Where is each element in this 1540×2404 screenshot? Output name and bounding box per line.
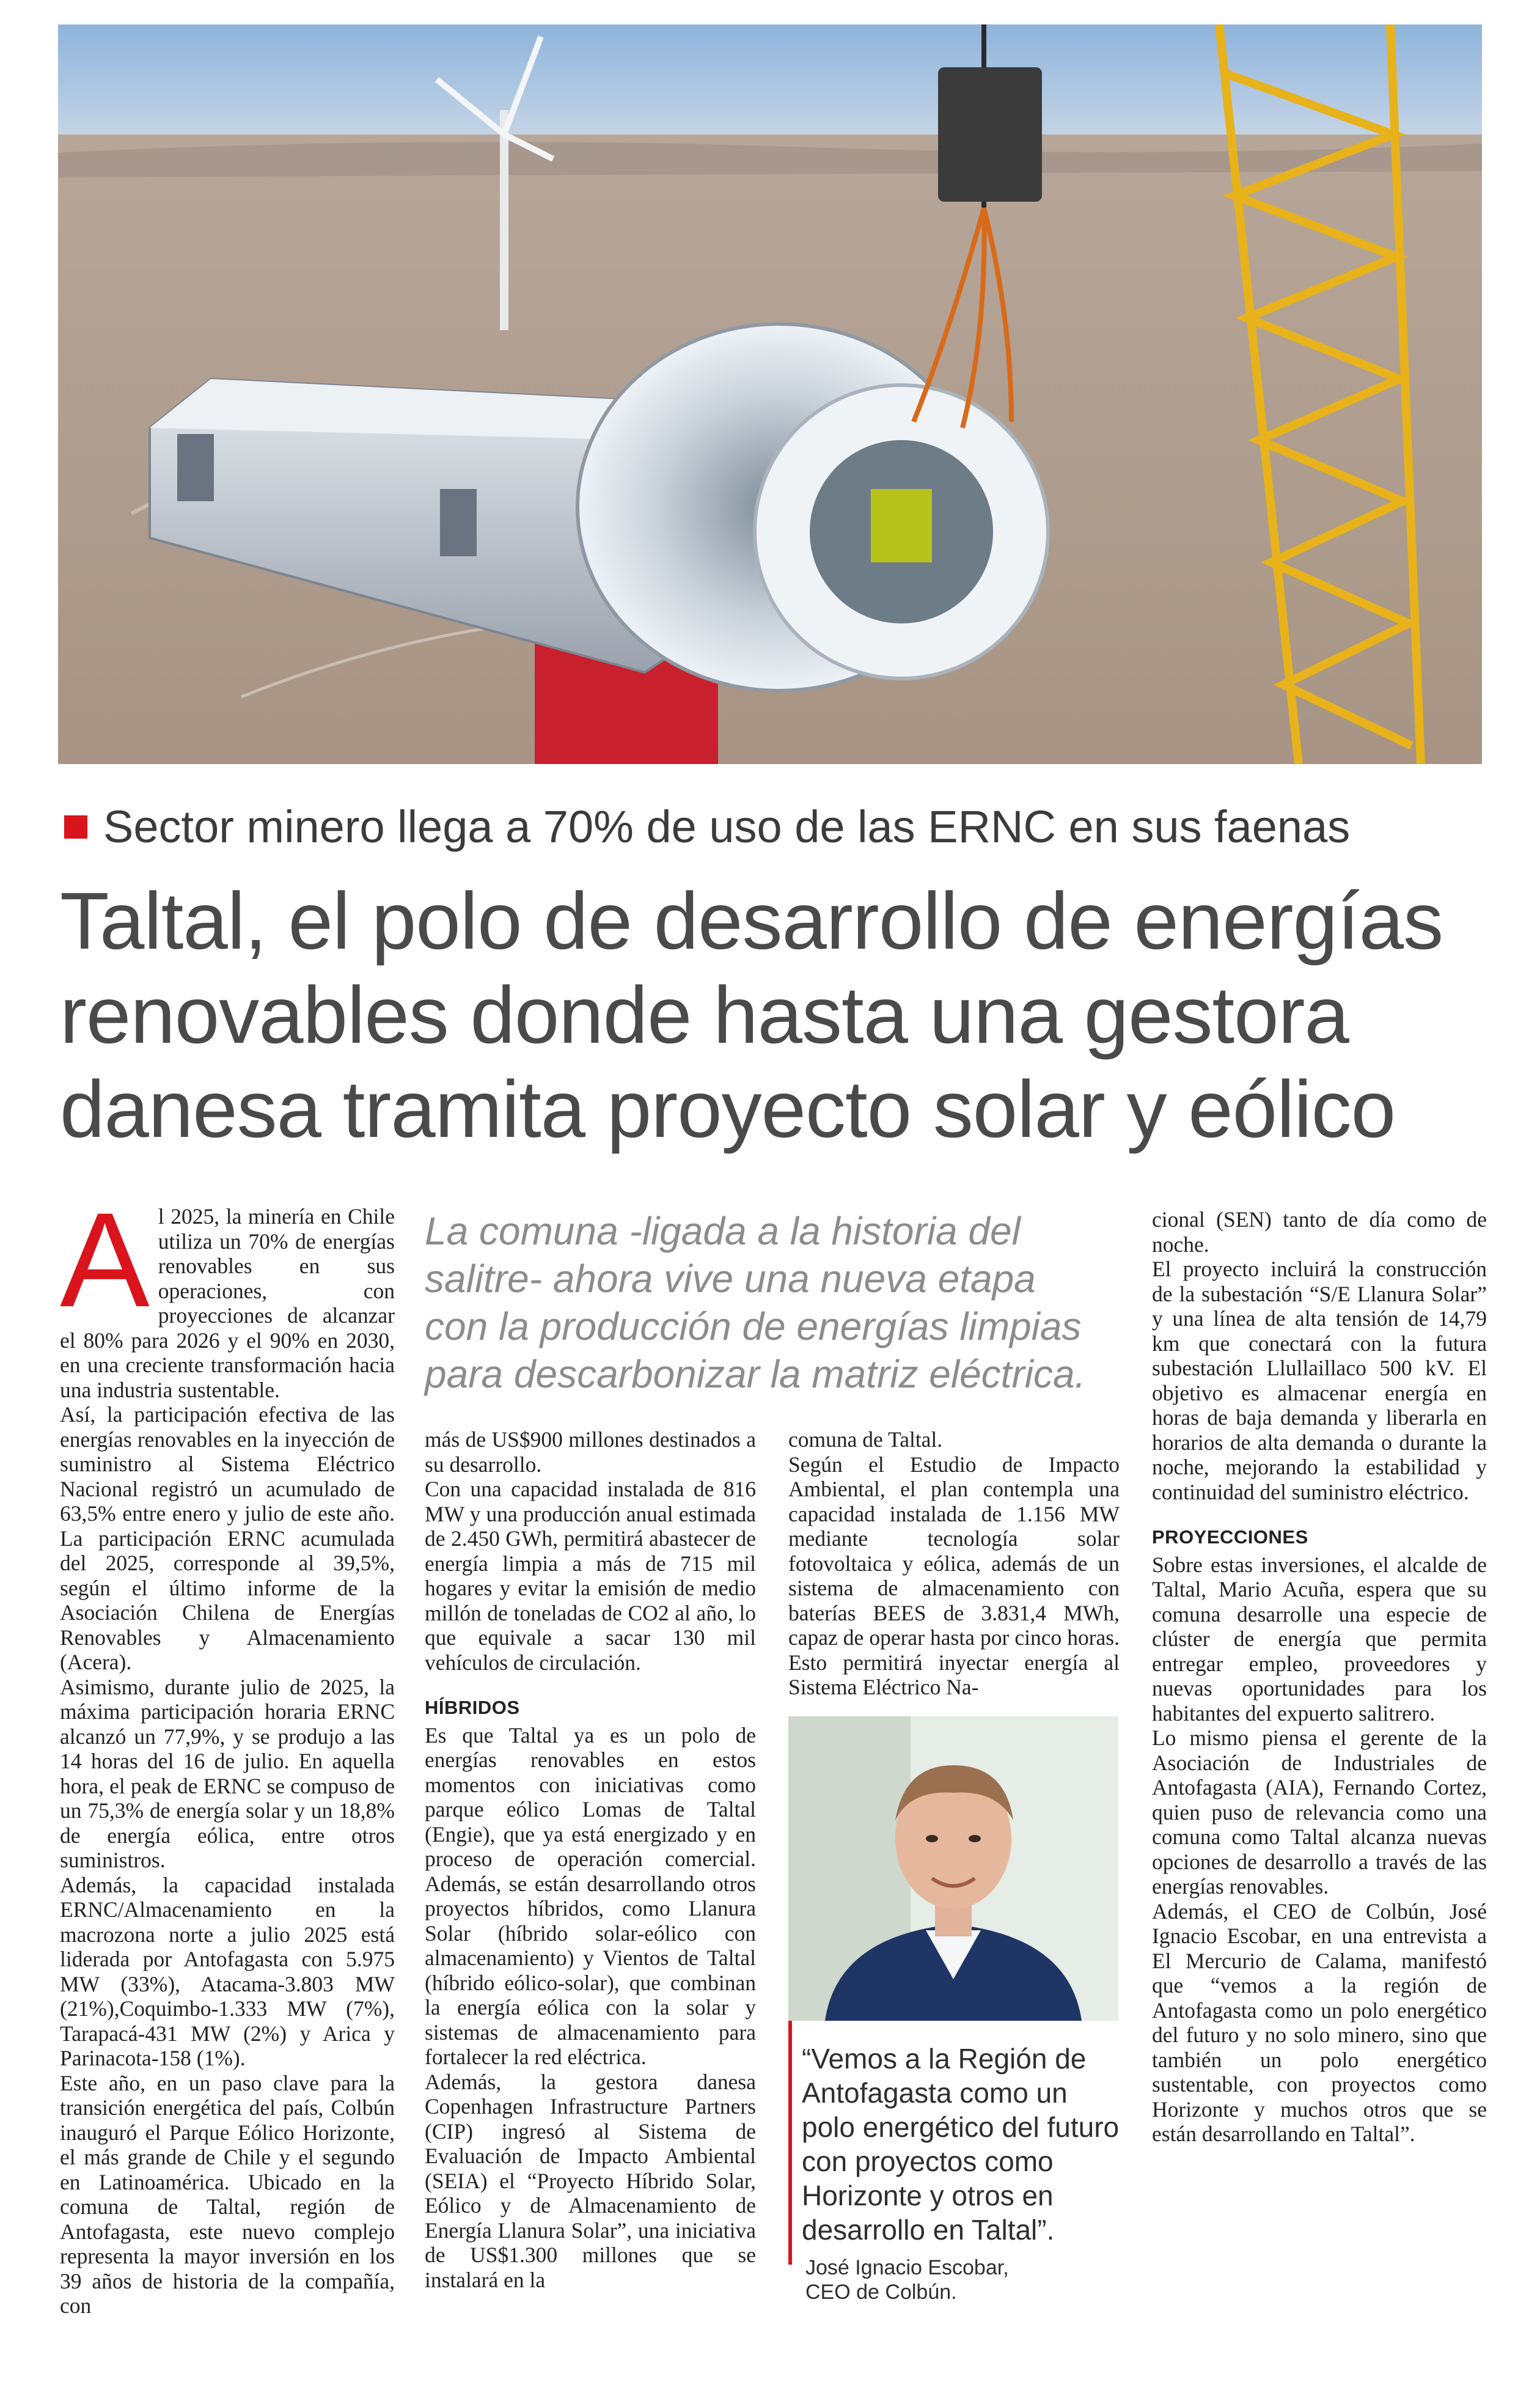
quote-role: CEO de Colbún. xyxy=(805,2281,957,2304)
paragraph: Este año, en un paso clave para la transición energética del país, Colbún inauguró el Parque Eólico Horizonte, el más grande de Chile y el segundo en Latinoamérica. Ubicado en la comuna de Taltal, región de Antofagasta, este nuevo complejo representa la mayor inversión en los 39 años de historia de la compañía, con xyxy=(60,2070,395,2318)
headline-line: renovables donde hasta una gestora xyxy=(60,970,1349,1060)
article-standfirst xyxy=(425,1207,1124,1398)
article-kicker xyxy=(64,798,1470,856)
kicker-text: Sector minero llega a 70% de uso de las ERNC en sus faenas xyxy=(103,801,1351,852)
portrait-illustration xyxy=(788,1716,1118,2021)
paragraph: Lo mismo piensa el gerente de la Asociación de Industriales de Antofagasta (AIA), Fernando Cortez, quien puso de relevancia como una comuna como Taltal alcanza nuevas opciones de desarrollo a través de las energías renovables. xyxy=(1152,1726,1487,1899)
quote-line: polo energético del futuro xyxy=(802,2111,1120,2143)
quote-credit xyxy=(805,2255,1117,2304)
paragraph: más de US$900 millones destinados a su desarrollo. xyxy=(425,1427,756,1477)
headline-line: danesa tramita proyecto solar y eólico xyxy=(60,1064,1396,1154)
article-column-1 xyxy=(60,1185,395,2318)
quote-line: “Vemos a la Región de xyxy=(802,2043,1087,2075)
paragraph: Así, la participación efectiva de las energías renovables en la inyección de suministro al Sistema Eléctrico Nacional registró un acumulado de 63,5% entre enero y julio de este año. La participación ERNC acumulada del 2025, corresponde al 39,5%, según el último informe de la Asociación Chilena de Energías Renovables y Almacenamiento (Acera). xyxy=(60,1402,395,1674)
paragraph: Asimismo, durante julio de 2025, la máxima participación horaria ERNC alcanzó un 77,9%, y se produjo a las 14 horas del 16 de julio. En aquella hora, el peak de ERNC se compuso de un 75,3% de energía solar y un 18,8% de energía eólica, entre otros suministros. xyxy=(60,1674,395,1872)
paragraph: Además, el CEO de Colbún, José Ignacio Escobar, en una entrevista a El Mercurio de Calama, manifestó que “vemos a la región de Antofagasta como un polo energético del futuro y no solo minero, sino que también un polo energético sustentable, con proyectos como Horizonte y muchos otros que se están desarrollando en Taltal”. xyxy=(1152,1899,1487,2146)
article-column-3 xyxy=(788,1427,1120,1700)
article-column-2 xyxy=(425,1427,756,2292)
turbine-photo-illustration xyxy=(58,24,1482,764)
standfirst-line: salitre- ahora vive una nueva etapa xyxy=(425,1257,1036,1301)
standfirst-line: con la producción de energías limpias xyxy=(425,1304,1082,1348)
paragraph: Además, la gestora danesa Copenhagen Infrastructure Partners (CIP) ingresó al Sistema de Evaluación de Impacto Ambiental (SEIA) el “Proyecto Híbrido Solar, Eólico y de Almacenamiento de Energía Llanura Solar”, una iniciativa de US$1.300 millones que se instalará en la xyxy=(425,2069,756,2292)
standfirst-line: para descarbonizar la matriz eléctrica. xyxy=(425,1352,1086,1396)
paragraph: Con una capacidad instalada de 816 MW y una producción anual estimada de 2.450 GWh, permitirá abastecer de energía limpia a más de 715 mil hogares y evitar la emisión de medio millón de toneladas de CO2 al año, lo que equivale a sacar 130 mil vehículos de circulación. xyxy=(425,1477,756,1675)
subhead-proyecciones: PROYECCIONES xyxy=(1152,1526,1308,1548)
quote-line: desarrollo en Taltal”. xyxy=(802,2214,1055,2246)
quote-name: José Ignacio Escobar, xyxy=(805,2256,1009,2279)
quote-line: con proyectos como xyxy=(802,2145,1054,2177)
quote-line: Horizonte y otros en xyxy=(802,2180,1054,2211)
paragraph: Según el Estudio de Impacto Ambiental, el plan contempla una capacidad instalada de 1.156 MW mediante tecnología solar fotovoltaica y eólica, además de un sistema de almacenamiento con baterías BEES de 3.831,4 MWh, capaz de operar hasta por cinco horas. Esto permitirá inyectar energía al Sistema Eléctrico Na- xyxy=(788,1452,1120,1699)
paragraph: comuna de Taltal. xyxy=(788,1427,943,1452)
hero-photo xyxy=(58,24,1482,764)
dropcap: A xyxy=(60,1185,150,1335)
standfirst-line: La comuna -ligada a la historia del xyxy=(425,1209,1021,1253)
pull-quote xyxy=(802,2042,1120,2247)
paragraph: Sobre estas inversiones, el alcalde de Taltal, Mario Acuña, espera que su comuna desarrolle una especie de clúster de energía que permita entregar empleo, proveedores y nuevas oportunidades para los habitantes del expuerto salitrero. xyxy=(1152,1552,1487,1726)
paragraph: El proyecto incluirá la construcción de la subestación “S/E Llanura Solar” y una línea de alta tensión de 14,79 km que conectará con la futura subestación Llullaillaco 500 kV. El objetivo es almacenar energía en horas de baja demanda y liberarla en horarios de alta demanda o durante la noche, mejorando la estabilidad y continuidad del suministro eléctrico. xyxy=(1152,1257,1487,1504)
paragraph: cional (SEN) tanto de día como de noche. xyxy=(1152,1207,1487,1257)
portrait-photo xyxy=(788,1716,1118,2021)
headline-line: Taltal, el polo de desarrollo de energías xyxy=(60,876,1443,966)
subhead-hibridos: HÍBRIDOS xyxy=(425,1697,520,1718)
paragraph: Al 2025, la minería en Chile utiliza un 70% de energías renovables en sus operaciones, con proyecciones de alcanzar el 80% para 2026 y el 90% en 2030, en una creciente transformación hacia una industria sustentable. xyxy=(60,1185,395,1402)
quote-line: Antofagasta como un xyxy=(802,2077,1068,2109)
paragraph: Además, la capacidad instalada ERNC/Almacenamiento en la macrozona norte a julio 2025 está liderada por Antofagasta con 5.975 MW (33%), Atacama-3.803 MW (21%),Coquimbo-1.333 MW (7%), Tarapacá-431 MW (2%) y Arica y Parinacota-158 (1%). xyxy=(60,1872,395,2070)
paragraph: Es que Taltal ya es un polo de energías renovables en estos momentos con iniciativas como parque eólico Lomas de Taltal (Engie), que ya está energizado y en proceso de operación comercial. Además, se están desarrollando otros proyectos híbridos, como Llanura Solar (híbrido solar-eólico con almacenamiento) y Vientos de Taltal (híbrido eólico-solar), que combinan la energía eólica con la solar y sistemas de almacenamiento para fortalecer la red eléctrica. xyxy=(425,1722,756,2069)
kicker-bullet-icon xyxy=(64,815,87,839)
article-column-4 xyxy=(1152,1207,1487,2147)
article-headline xyxy=(60,874,1484,1156)
